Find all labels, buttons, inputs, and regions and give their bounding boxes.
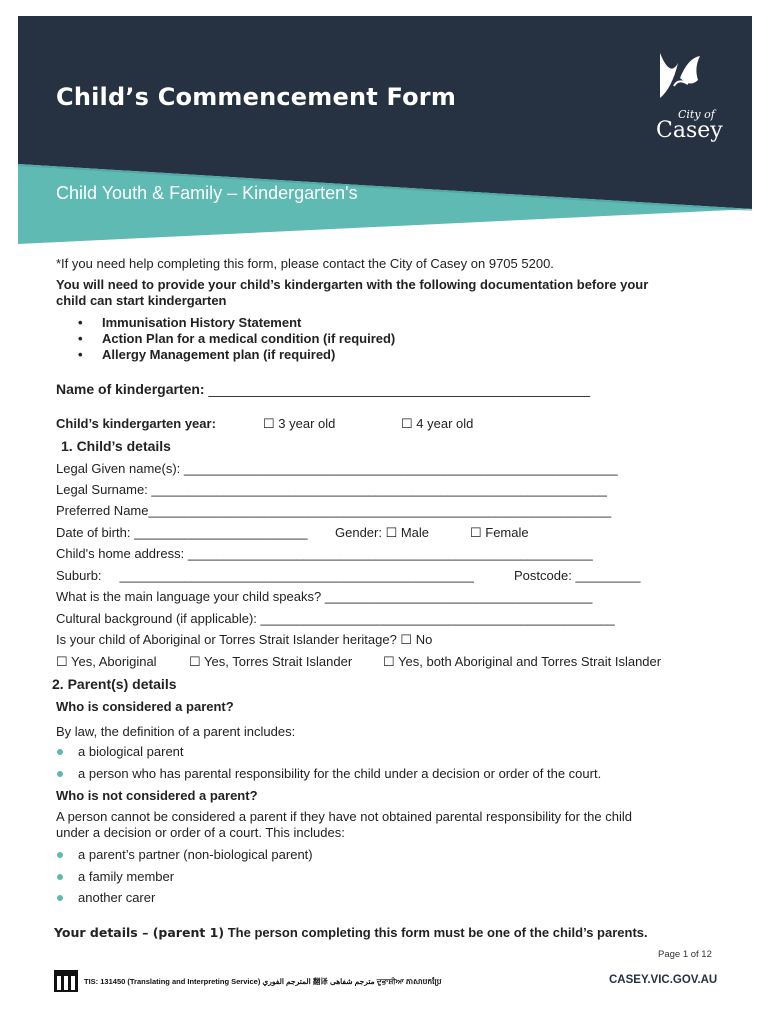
language-row xyxy=(56,589,592,604)
list-item: a parent’s partner (non-biological parent) xyxy=(56,844,313,866)
kindergarten-year-label: Child’s kindergarten year: xyxy=(56,416,216,431)
list-item: a biological parent xyxy=(56,741,601,763)
tis-info xyxy=(84,976,442,988)
page-title: Child’s Commencement Form xyxy=(56,83,457,111)
dob-label: Date of birth: xyxy=(56,525,131,540)
page-subtitle: Child Youth & Family – Kindergarten's xyxy=(56,183,358,203)
surname-field[interactable]: _______________________________________________________________ xyxy=(151,482,607,497)
logo-casey-text: Casey xyxy=(656,118,723,143)
home-address-field[interactable]: ________________________________________________________ xyxy=(187,546,593,561)
logo-city-of-text: City of xyxy=(678,108,715,121)
gender-female-checkbox[interactable]: ☐ Female xyxy=(470,525,529,540)
preferred-name-field[interactable]: ________________________________________________________________ xyxy=(148,503,612,518)
checkbox-4-year-old[interactable]: ☐ 4 year old xyxy=(401,416,474,431)
gender-male-checkbox[interactable]: Gender: ☐ Male xyxy=(335,525,430,540)
tis-interpreter-icon xyxy=(54,970,78,992)
list-item: another carer xyxy=(56,887,313,909)
suburb-label: Suburb: xyxy=(56,568,102,583)
heritage-tsi-checkbox[interactable]: ☐ Yes, Torres Strait Islander xyxy=(189,654,353,669)
heritage-question-no-checkbox[interactable]: Is your child of Aboriginal or Torres Strait Islander heritage? ☐ No xyxy=(56,632,433,647)
by-law-text: By law, the definition of a parent includes: xyxy=(56,724,296,739)
who-is-parent-heading: Who is considered a parent? xyxy=(56,699,234,714)
not-parent-text-line-2: under a decision or order of a court. This includes: xyxy=(56,825,345,840)
who-not-parent-heading: Who is not considered a parent? xyxy=(56,788,258,803)
postcode-row xyxy=(514,568,641,583)
kindergarten-name-field[interactable]: _________________________________________________ xyxy=(208,381,591,397)
section-heading-parent-details: 2. Parent(s) details xyxy=(52,676,177,692)
given-name-field[interactable]: ____________________________________________________________ xyxy=(183,461,618,476)
notice-line-1: You will need to provide your child’s kindergarten with the following documentation before your xyxy=(56,277,649,292)
heritage-aboriginal-checkbox[interactable]: ☐ Yes, Aboriginal xyxy=(56,654,157,669)
cultural-label: Cultural background (if applicable): xyxy=(56,611,257,626)
not-parent-list xyxy=(56,844,313,909)
header-banner xyxy=(18,16,752,244)
surname-label: Legal Surname: xyxy=(56,482,148,497)
help-text: *If you need help completing this form, please contact the City of Casey on 9705 5200. xyxy=(56,256,554,271)
given-name-row xyxy=(56,461,618,476)
suburb-field[interactable]: _________________________________________________ xyxy=(119,568,474,583)
suburb-row xyxy=(56,568,474,583)
home-address-row xyxy=(56,546,593,561)
page-number: Page 1 of 12 xyxy=(658,949,712,960)
list-item: • Immunisation History Statement xyxy=(78,315,395,331)
your-details-row xyxy=(54,925,648,940)
tis-label: TIS: xyxy=(84,977,99,986)
list-item: • Action Plan for a medical condition (if required) xyxy=(78,331,395,347)
postcode-label: Postcode: xyxy=(514,568,572,583)
heritage-both-checkbox[interactable]: ☐ Yes, both Aboriginal and Torres Strait Islander xyxy=(383,654,662,669)
checkbox-3-year-old[interactable]: ☐ 3 year old xyxy=(263,416,336,431)
list-item: • Allergy Management plan (if required) xyxy=(78,347,395,363)
notice-line-2: child can start kindergarten xyxy=(56,293,227,308)
list-item: a person who has parental responsibility for the child under a decision or order of the court. xyxy=(56,763,601,785)
surname-row xyxy=(56,482,607,497)
website-link[interactable]: CASEY.VIC.GOV.AU xyxy=(609,974,718,986)
your-details-label: Your details – (parent 1) xyxy=(54,925,225,940)
cultural-field[interactable]: _________________________________________________ xyxy=(260,611,615,626)
postcode-field[interactable]: _________ xyxy=(575,568,641,583)
list-item: a family member xyxy=(56,866,313,888)
tis-text: 131450 (Translating and Interpreting Service) المترجم الفوري 翻译 مترجم شفاهی ਦੁਭਾਸ਼ੀਆ ភាសាបកប្រែ xyxy=(100,977,442,986)
your-details-note: The person completing this form must be one of the child’s parents. xyxy=(227,925,648,940)
home-address-label: Child's home address: xyxy=(56,546,185,561)
kindergarten-name-label: Name of kindergarten: xyxy=(56,381,205,397)
preferred-name-label: Preferred Name xyxy=(56,503,149,518)
dob-row xyxy=(56,525,308,540)
cultural-row xyxy=(56,611,615,626)
language-field[interactable]: _____________________________________ xyxy=(324,589,593,604)
preferred-name-row xyxy=(56,503,611,518)
section-heading-child-details: 1. Child’s details xyxy=(61,438,171,454)
language-label: What is the main language your child speaks? xyxy=(56,589,322,604)
not-parent-text-line-1: A person cannot be considered a parent if they have not obtained parental responsibility for the child xyxy=(56,809,632,824)
given-name-label: Legal Given name(s): xyxy=(56,461,181,476)
kindergarten-name-row xyxy=(56,381,590,397)
required-docs-list xyxy=(78,315,395,363)
parent-includes-list xyxy=(56,741,601,784)
dob-field[interactable]: ________________________ xyxy=(134,525,308,540)
